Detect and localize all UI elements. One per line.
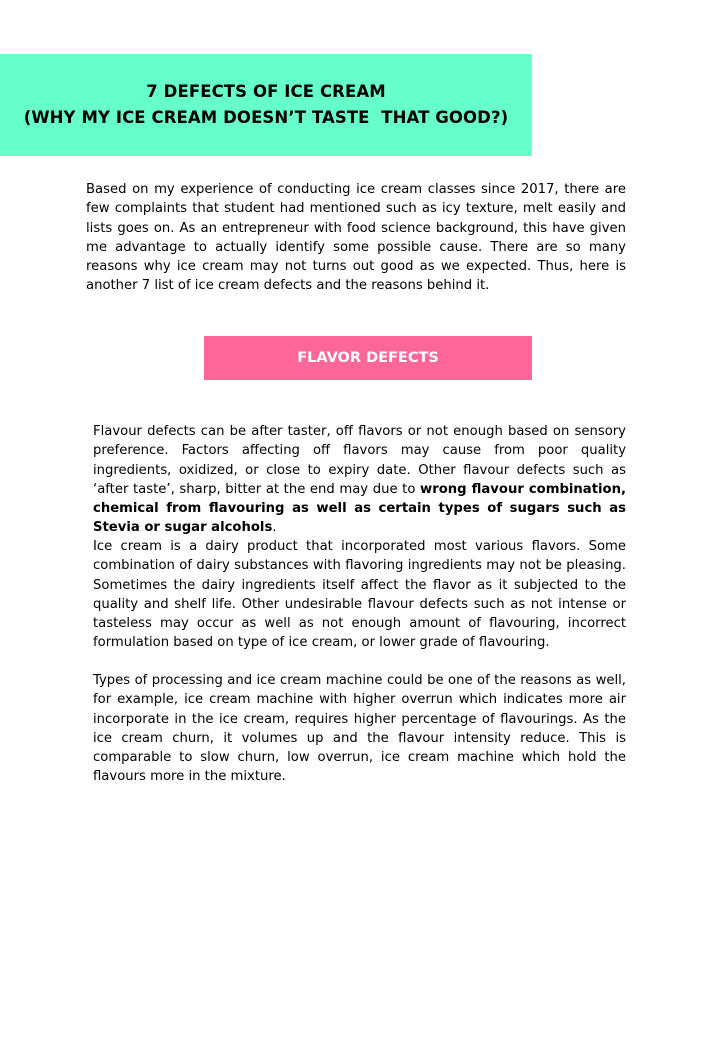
- flavor-paragraph-2: Ice cream is a dairy product that incorporated most various flavors. Some combination of dairy substances with flavoring ingredients may not be pleasing. Sometimes the dairy ingredients itself affect the flavor as it subjected to the quality and shelf life. Other undesirable flavour defects such as not intense or tasteless may occur as well as not enough amount of flavouring, incorrect formulation based on type of ice cream, or lower grade of flavouring.: [93, 539, 626, 651]
- flavor-paragraph-1-bold: wrong flavour combination, chemical from flavouring as well as certain types of sugars such as Stevia or sugar alcohols: [93, 481, 626, 536]
- title-banner: [0, 54, 532, 156]
- page-title-line-1: 7 DEFECTS OF ICE CREAM: [146, 82, 386, 101]
- section-heading: FLAVOR DEFECTS: [297, 350, 439, 366]
- intro-paragraph: Based on my experience of conducting ice cream classes since 2017, there are few complaints that student had mentioned such as icy texture, melt easily and lists goes on. As an entrepreneur with food science background, this have given me advantage to actually identify some possible cause. There are so many reasons why ice cream may not turns out good as we expected. Thus, here is another 7 list of ice cream defects and the reasons behind it.: [86, 182, 626, 294]
- page-title-line-2: (WHY MY ICE CREAM DOESN’T TASTE THAT GOOD?): [23, 108, 509, 127]
- section-banner-flavor-defects: [204, 336, 532, 380]
- flavor-paragraph-1-text: Flavour defects can be after taster, off flavors or not enough based on sensory preference. Factors affecting off flavors may cause from poor quality ingredients, oxidized, or close to expiry date. Other flavour defects such as ‘after taste’, sharp, bitter at the end may due to: [93, 424, 626, 497]
- flavor-paragraph-1-end: .: [272, 520, 277, 536]
- flavor-paragraph-3: Types of processing and ice cream machine could be one of the reasons as well, for example, ice cream machine with higher overrun which indicates more air incorporate in the ice cream, requires higher percentage of flavourings. As the ice cream churn, it volumes up and the flavour intensity reduce. This is comparable to slow churn, low overrun, ice cream machine which hold the flavours more in the mixture.: [93, 673, 626, 785]
- flavor-paragraph-1: [93, 422, 626, 538]
